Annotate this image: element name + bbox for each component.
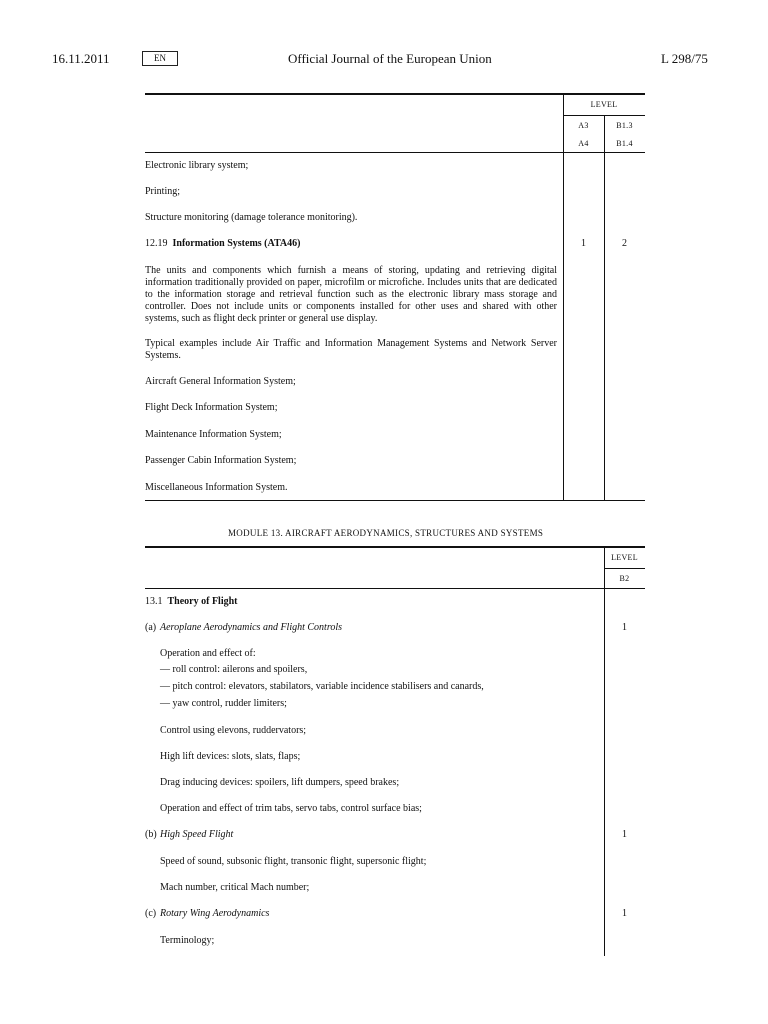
- language-badge: EN: [142, 51, 178, 66]
- table1-top-rule: [145, 93, 645, 95]
- page-reference: L 298/75: [661, 51, 708, 66]
- header-date: 16.11.2011: [52, 51, 110, 66]
- list-item: Control using elevons, ruddervators;: [160, 725, 307, 736]
- table2-col-label: B2: [619, 574, 630, 583]
- examples-paragraph: Typical examples include Air Traffic and Information Management Systems and Network Server Systems.: [145, 338, 557, 361]
- bullet-item: — roll control: ailerons and spoilers,: [160, 664, 308, 675]
- subsection-a-level: 1: [622, 622, 627, 633]
- section-12-19-level-a: 1: [581, 238, 586, 249]
- table2-header-rule: [145, 588, 645, 589]
- list-item: Maintenance Information System;: [145, 429, 282, 440]
- section-title: Information Systems (ATA46): [172, 238, 301, 249]
- section-12-19-heading: [145, 238, 300, 250]
- section-12-19-level-b: 2: [622, 238, 627, 249]
- table1-divider-mid: [604, 115, 605, 501]
- journal-title: Official Journal of the European Union: [288, 51, 492, 66]
- subsection-c-level: 1: [622, 908, 627, 919]
- subsection-c-label: (c): [145, 908, 157, 919]
- table2-divider: [604, 546, 605, 956]
- table1-row: Structure monitoring (damage tolerance monitoring).: [145, 212, 358, 223]
- subsection-a-title: Aeroplane Aerodynamics and Flight Controls: [160, 622, 343, 633]
- list-item: Miscellaneous Information System.: [145, 482, 288, 493]
- section-number: 13.1: [145, 596, 163, 607]
- section-number: 12.19: [145, 238, 168, 249]
- module-heading: MODULE 13. AIRCRAFT AERODYNAMICS, STRUCTURES AND SYSTEMS: [228, 528, 544, 538]
- table1-level-label: LEVEL: [590, 100, 618, 109]
- table2-level-underline: [604, 568, 645, 569]
- subsection-a-label: (a): [145, 622, 157, 633]
- list-item: Aircraft General Information System;: [145, 376, 296, 387]
- table1-col-a-row1: A3: [578, 121, 589, 130]
- subsection-b-label: (b): [145, 829, 157, 840]
- table1-col-b-row1: B1.3: [616, 121, 633, 130]
- section-13-1-heading: [145, 596, 238, 608]
- table1-divider-left: [563, 93, 564, 501]
- list-item: Flight Deck Information System;: [145, 402, 278, 413]
- table1-header-rule: [145, 152, 645, 153]
- list-item: Mach number, critical Mach number;: [160, 882, 310, 893]
- subsection-a-intro: Operation and effect of:: [160, 648, 256, 659]
- list-item: Terminology;: [160, 935, 215, 946]
- table2-top-rule: [145, 546, 645, 548]
- subsection-b-level: 1: [622, 829, 627, 840]
- section-title: Theory of Flight: [167, 596, 238, 607]
- table1-row: Printing;: [145, 186, 181, 197]
- table1-row: Electronic library system;: [145, 160, 249, 171]
- table2-level-label: LEVEL: [611, 553, 638, 562]
- list-item: Passenger Cabin Information System;: [145, 455, 297, 466]
- table1-bottom-rule: [145, 500, 645, 501]
- bullet-item: — pitch control: elevators, stabilators, variable incidence stabilisers and canards,: [160, 681, 484, 692]
- table1-col-b-row2: B1.4: [616, 139, 633, 148]
- subsection-c-title: Rotary Wing Aerodynamics: [160, 908, 270, 919]
- list-item: Drag inducing devices: spoilers, lift dumpers, speed brakes;: [160, 777, 400, 788]
- table1-col-a-row2: A4: [578, 139, 589, 148]
- description-paragraph: The units and components which furnish a means of storing, updating and retrieving digital information traditionally provided on paper, microfilm or microfiche. Includes units that are dedicated to the information storage and retrieval function such as the electronic library mass storage and controller. Does not include units or components installed for other uses and shared with other systems, such as flight deck printer or general use display.: [145, 265, 557, 324]
- list-item: Speed of sound, subsonic flight, transonic flight, supersonic flight;: [160, 856, 427, 867]
- list-item: Operation and effect of trim tabs, servo tabs, control surface bias;: [160, 803, 422, 814]
- list-item: High lift devices: slots, slats, flaps;: [160, 751, 301, 762]
- bullet-item: — yaw control, rudder limiters;: [160, 698, 287, 709]
- subsection-b-title: High Speed Flight: [160, 829, 234, 840]
